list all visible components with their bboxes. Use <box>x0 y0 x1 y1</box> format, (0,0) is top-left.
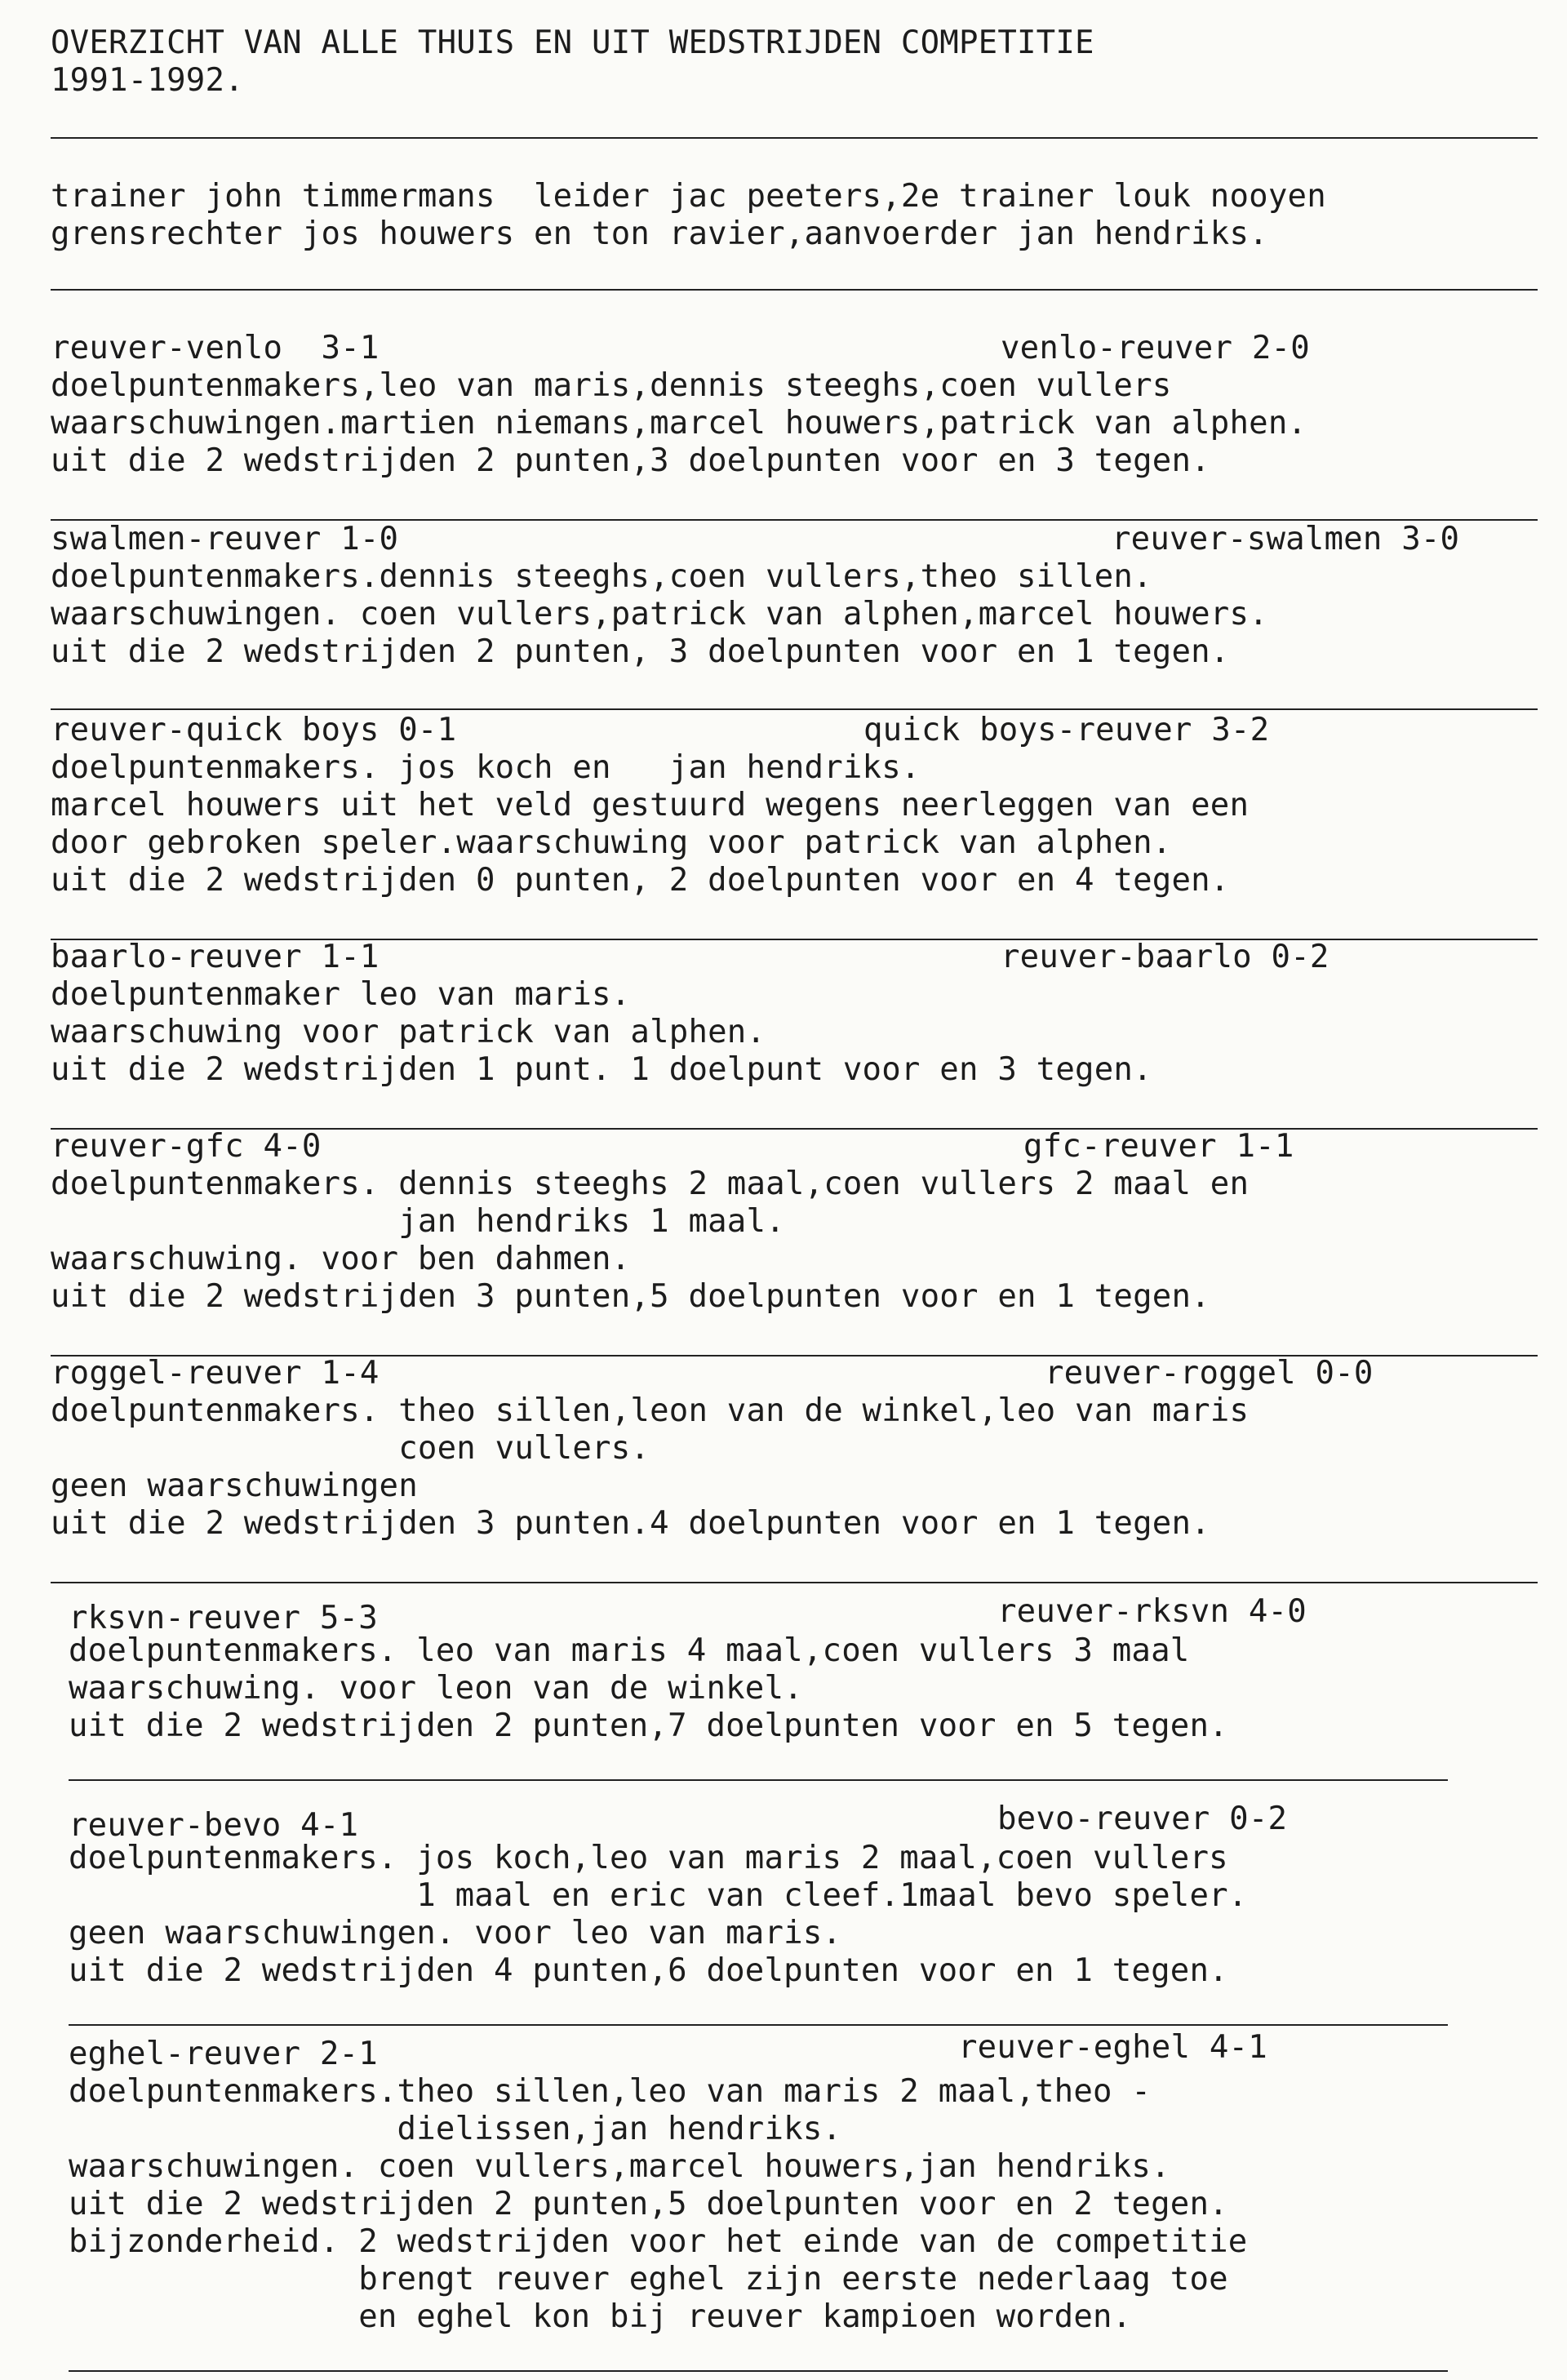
match-detail-line: waarschuwing. voor ben dahmen. <box>51 1241 631 1277</box>
match-away-score: reuver-rksvn 4-0 <box>997 1593 1307 1630</box>
document-title-line-1: OVERZICHT VAN ALLE THUIS EN UIT WEDSTRIJDEN COMPETITIE <box>51 24 1094 61</box>
match-detail-line: geen waarschuwingen. voor leo van maris. <box>69 1915 842 1952</box>
match-away-score: venlo-reuver 2-0 <box>1001 330 1310 366</box>
match-detail-line: doelpuntenmakers. jos koch en jan hendriks. <box>51 749 921 786</box>
match-summary-line: uit die 2 wedstrijden 3 punten.4 doelpunten voor en 1 tegen. <box>51 1505 1210 1542</box>
match-summary-line: uit die 2 wedstrijden 2 punten,3 doelpunten voor en 3 tegen. <box>51 442 1210 479</box>
match-remark-line: en eghel kon bij reuver kampioen worden. <box>69 2298 1132 2335</box>
match-home-score: rksvn-reuver 5-3 <box>69 1600 378 1636</box>
match-summary-line: uit die 2 wedstrijden 4 punten,6 doelpunten voor en 1 tegen. <box>69 1952 1228 1989</box>
divider-rule <box>51 1582 1538 1583</box>
match-detail-line: doelpuntenmakers. leo van maris 4 maal,coen vullers 3 maal <box>69 1632 1190 1669</box>
divider-rule <box>51 137 1538 139</box>
match-away-score: reuver-eghel 4-1 <box>958 2029 1267 2066</box>
match-home-score: swalmen-reuver 1-0 <box>51 521 399 557</box>
match-summary-line: uit die 2 wedstrijden 2 punten, 3 doelpunten voor en 1 tegen. <box>51 633 1230 670</box>
match-detail-line: doelpuntenmakers,leo van maris,dennis steeghs,coen vullers <box>51 367 1172 404</box>
match-detail-line: jan hendriks 1 maal. <box>51 1203 785 1240</box>
match-away-score: bevo-reuver 0-2 <box>997 1801 1288 1837</box>
match-home-score: baarlo-reuver 1-1 <box>51 939 380 975</box>
match-summary-line: uit die 2 wedstrijden 3 punten,5 doelpunten voor en 1 tegen. <box>51 1278 1210 1315</box>
match-detail-line: door gebroken speler.waarschuwing voor patrick van alphen. <box>51 824 1172 861</box>
match-detail-line: waarschuwingen. coen vullers,patrick van alphen,marcel houwers. <box>51 596 1268 633</box>
divider-rule <box>51 708 1538 710</box>
match-home-score: eghel-reuver 2-1 <box>69 2036 378 2072</box>
divider-rule <box>69 1779 1448 1781</box>
match-away-score: gfc-reuver 1-1 <box>1023 1128 1294 1165</box>
match-detail-line: waarschuwingen.martien niemans,marcel houwers,patrick van alphen. <box>51 405 1307 442</box>
match-home-score: reuver-gfc 4-0 <box>51 1128 322 1165</box>
match-detail-line: doelpuntenmakers. dennis steeghs 2 maal,coen vullers 2 maal en <box>51 1166 1250 1202</box>
match-summary-line: uit die 2 wedstrijden 2 punten,5 doelpunten voor en 2 tegen. <box>69 2186 1228 2222</box>
match-remark-line: bijzonderheid. 2 wedstrijden voor het einde van de competitie <box>69 2223 1248 2260</box>
divider-rule <box>69 2024 1448 2026</box>
match-detail-line: marcel houwers uit het veld gestuurd wegens neerleggen van een <box>51 787 1250 824</box>
match-summary-line: uit die 2 wedstrijden 0 punten, 2 doelpunten voor en 4 tegen. <box>51 862 1230 899</box>
divider-rule <box>69 2370 1448 2372</box>
match-away-score: reuver-swalmen 3-0 <box>1112 521 1460 557</box>
match-detail-line: doelpuntenmakers.dennis steeghs,coen vullers,theo sillen. <box>51 558 1152 595</box>
match-home-score: reuver-quick boys 0-1 <box>51 712 457 748</box>
match-summary-line: uit die 2 wedstrijden 1 punt. 1 doelpunt voor en 3 tegen. <box>51 1051 1152 1088</box>
staff-line-1: trainer john timmermans leider jac peeters,2e trainer louk nooyen <box>51 178 1326 215</box>
match-away-score: reuver-roggel 0-0 <box>1045 1355 1374 1392</box>
match-detail-line: waarschuwing. voor leon van de winkel. <box>69 1670 803 1707</box>
match-away-score: quick boys-reuver 3-2 <box>863 712 1270 748</box>
match-home-score: roggel-reuver 1-4 <box>51 1355 380 1392</box>
match-detail-line: waarschuwingen. coen vullers,marcel houwers,jan hendriks. <box>69 2148 1170 2185</box>
match-summary-line: uit die 2 wedstrijden 2 punten,7 doelpunten voor en 5 tegen. <box>69 1707 1228 1744</box>
match-detail-line: doelpuntenmakers.theo sillen,leo van maris 2 maal,theo - <box>69 2073 1152 2110</box>
match-detail-line: doelpuntenmakers. theo sillen,leon van de winkel,leo van maris <box>51 1392 1250 1429</box>
match-detail-line: geen waarschuwingen <box>51 1468 418 1504</box>
match-detail-line: 1 maal en eric van cleef.1maal bevo speler. <box>69 1877 1248 1914</box>
match-detail-line: dielissen,jan hendriks. <box>69 2111 842 2147</box>
match-detail-line: doelpuntenmakers. jos koch,leo van maris 2 maal,coen vullers <box>69 1840 1228 1876</box>
match-detail-line: doelpuntenmaker leo van maris. <box>51 976 631 1013</box>
document-title-line-2: 1991-1992. <box>51 62 244 99</box>
match-detail-line: waarschuwing voor patrick van alphen. <box>51 1014 766 1050</box>
match-away-score: reuver-baarlo 0-2 <box>1001 939 1330 975</box>
match-remark-line: brengt reuver eghel zijn eerste nederlaag toe <box>69 2261 1228 2298</box>
match-home-score: reuver-venlo 3-1 <box>51 330 380 366</box>
match-home-score: reuver-bevo 4-1 <box>69 1807 359 1844</box>
divider-rule <box>51 289 1538 291</box>
staff-line-2: grensrechter jos houwers en ton ravier,aanvoerder jan hendriks. <box>51 215 1268 252</box>
match-detail-line: coen vullers. <box>51 1430 650 1467</box>
